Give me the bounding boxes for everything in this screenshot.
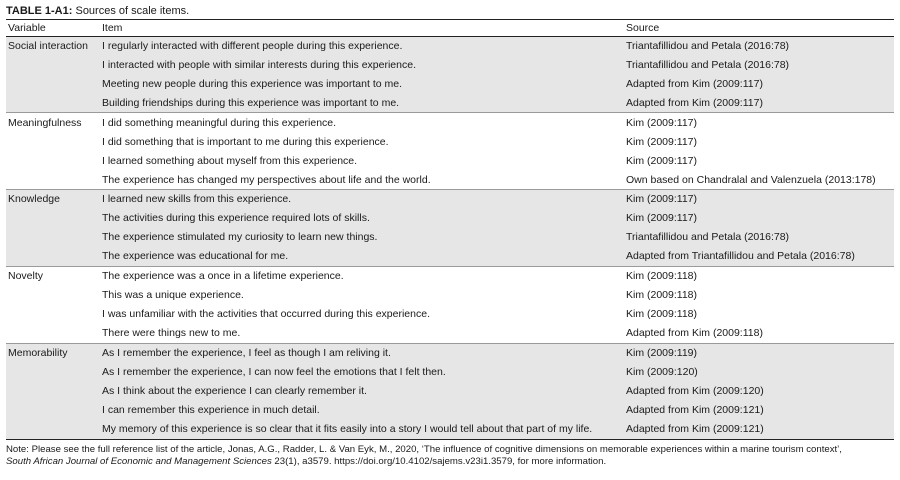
table-row bbox=[6, 343, 894, 362]
cell-item: The experience stimulated my curiosity to learn new things. bbox=[100, 228, 624, 247]
table-row bbox=[6, 132, 894, 151]
cell-item: There were things new to me. bbox=[102, 327, 241, 340]
cell-source: Adapted from Kim (2009:121) bbox=[624, 420, 894, 439]
cell-source: Adapted from Kim (2009:118) bbox=[626, 327, 763, 340]
cell-source: Kim (2009:117) bbox=[626, 154, 698, 167]
cell-variable bbox=[6, 401, 100, 420]
table-header-row bbox=[6, 20, 894, 36]
cell-variable bbox=[6, 305, 100, 324]
cell-item: I interacted with people with similar interests during this experience. bbox=[100, 55, 624, 74]
cell-variable: Novelty bbox=[6, 266, 100, 285]
cell-source: Own based on Chandralal and Valenzuela (2013:178) bbox=[626, 173, 876, 186]
cell-item: I learned new skills from this experience. bbox=[100, 190, 624, 209]
cell-source: Adapted from Kim (2009:117) bbox=[624, 74, 894, 93]
cell-item: As I remember the experience, I feel as though I am reliving it. bbox=[100, 343, 624, 362]
cell-variable bbox=[6, 132, 100, 151]
header-variable: Variable bbox=[6, 20, 100, 36]
cell-variable: Meaningfulness bbox=[6, 113, 100, 132]
table-row bbox=[6, 74, 894, 93]
cell-item: I can remember this experience in much detail. bbox=[100, 401, 624, 420]
table-caption bbox=[6, 4, 894, 18]
cell-source: Adapted from Kim (2009:121) bbox=[624, 401, 894, 420]
cell-variable: Memorability bbox=[6, 343, 100, 362]
table-row bbox=[6, 247, 894, 266]
table-row bbox=[6, 362, 894, 381]
cell-item: As I remember the experience, I can now feel the emotions that I felt then. bbox=[100, 362, 624, 381]
table-row bbox=[6, 170, 894, 189]
table-caption-label: TABLE 1-A1: bbox=[6, 5, 73, 17]
cell-item: The experience was educational for me. bbox=[100, 247, 624, 266]
cell-item: I regularly interacted with different people during this experience. bbox=[100, 36, 624, 55]
cell-variable bbox=[6, 381, 100, 400]
table-row bbox=[6, 209, 894, 228]
cell-variable bbox=[6, 209, 100, 228]
cell-source: Kim (2009:117) bbox=[624, 209, 894, 228]
cell-item: The activities during this experience required lots of skills. bbox=[100, 209, 624, 228]
table-row bbox=[6, 151, 894, 170]
table-row bbox=[6, 266, 894, 285]
header-source: Source bbox=[624, 20, 894, 36]
table-row bbox=[6, 401, 894, 420]
cell-item: The experience was a once in a lifetime experience. bbox=[100, 266, 624, 285]
cell-variable bbox=[6, 285, 100, 304]
table-row bbox=[6, 324, 894, 343]
cell-source: Triantafillidou and Petala (2016:78) bbox=[624, 36, 894, 55]
cell-variable bbox=[6, 55, 100, 74]
cell-variable bbox=[6, 247, 100, 266]
cell-source: Kim (2009:117) bbox=[626, 135, 698, 148]
cell-item: I did something meaningful during this experience. bbox=[100, 113, 624, 132]
cell-variable: Social interaction bbox=[6, 36, 100, 55]
table-header bbox=[6, 20, 894, 36]
table-row bbox=[6, 36, 894, 55]
cell-item: Meeting new people during this experience was important to me. bbox=[100, 74, 624, 93]
note-line-2 bbox=[6, 456, 894, 468]
cell-source: Adapted from Kim (2009:120) bbox=[624, 381, 894, 400]
table-row bbox=[6, 113, 894, 132]
note-citation: 23(1), a3579. https://doi.org/10.4102/sajems.v23i1.3579, for more information. bbox=[271, 455, 607, 467]
table-note bbox=[6, 444, 894, 468]
scale-items-table bbox=[6, 20, 894, 439]
cell-variable bbox=[6, 324, 100, 343]
note-line-1: Note: Please see the full reference list of the article, Jonas, A.G., Radder, L. & Van Eyk, M., 2020, ‘The influence of cognitive dimensions on memorable experiences within a marine tourism context’, bbox=[6, 443, 842, 455]
cell-source: Adapted from Kim (2009:117) bbox=[624, 94, 894, 113]
cell-source: Kim (2009:118) bbox=[626, 308, 698, 321]
cell-item: My memory of this experience is so clear that it fits easily into a story I would tell about that part of my life. bbox=[100, 420, 624, 439]
table-row bbox=[6, 190, 894, 209]
cell-item: Building friendships during this experience was important to me. bbox=[100, 94, 624, 113]
table-row bbox=[6, 285, 894, 304]
cell-item: This was a unique experience. bbox=[102, 289, 244, 302]
cell-variable: Knowledge bbox=[6, 190, 100, 209]
cell-variable bbox=[6, 228, 100, 247]
cell-variable bbox=[6, 362, 100, 381]
table-row bbox=[6, 228, 894, 247]
table-body bbox=[6, 36, 894, 439]
table-bottom-rule bbox=[6, 439, 894, 440]
cell-item: I was unfamiliar with the activities that occurred during this experience. bbox=[102, 308, 430, 321]
cell-source: Triantafillidou and Petala (2016:78) bbox=[624, 228, 894, 247]
header-item: Item bbox=[100, 20, 624, 36]
table-row bbox=[6, 55, 894, 74]
table-row bbox=[6, 94, 894, 113]
table-caption-text: Sources of scale items. bbox=[72, 5, 190, 17]
cell-item: The experience has changed my perspectives about life and the world. bbox=[102, 173, 431, 186]
cell-source: Kim (2009:117) bbox=[624, 190, 894, 209]
cell-source: Kim (2009:118) bbox=[626, 289, 698, 302]
cell-source: Kim (2009:120) bbox=[624, 362, 894, 381]
cell-variable bbox=[6, 94, 100, 113]
cell-source: Kim (2009:118) bbox=[624, 266, 894, 285]
table-row bbox=[6, 381, 894, 400]
cell-source: Kim (2009:119) bbox=[624, 343, 894, 362]
cell-variable bbox=[6, 420, 100, 439]
cell-item: I did something that is important to me during this experience. bbox=[102, 135, 389, 148]
cell-variable bbox=[6, 151, 100, 170]
table-row bbox=[6, 420, 894, 439]
table-row bbox=[6, 305, 894, 324]
cell-item: As I think about the experience I can clearly remember it. bbox=[100, 381, 624, 400]
cell-source: Adapted from Triantafillidou and Petala (2016:78) bbox=[624, 247, 894, 266]
cell-item: I learned something about myself from this experience. bbox=[102, 154, 358, 167]
note-journal: South African Journal of Economic and Management Sciences bbox=[6, 455, 272, 467]
cell-variable bbox=[6, 74, 100, 93]
cell-source: Kim (2009:117) bbox=[624, 113, 894, 132]
document-page bbox=[6, 4, 894, 468]
cell-source: Triantafillidou and Petala (2016:78) bbox=[624, 55, 894, 74]
cell-variable bbox=[6, 170, 100, 189]
